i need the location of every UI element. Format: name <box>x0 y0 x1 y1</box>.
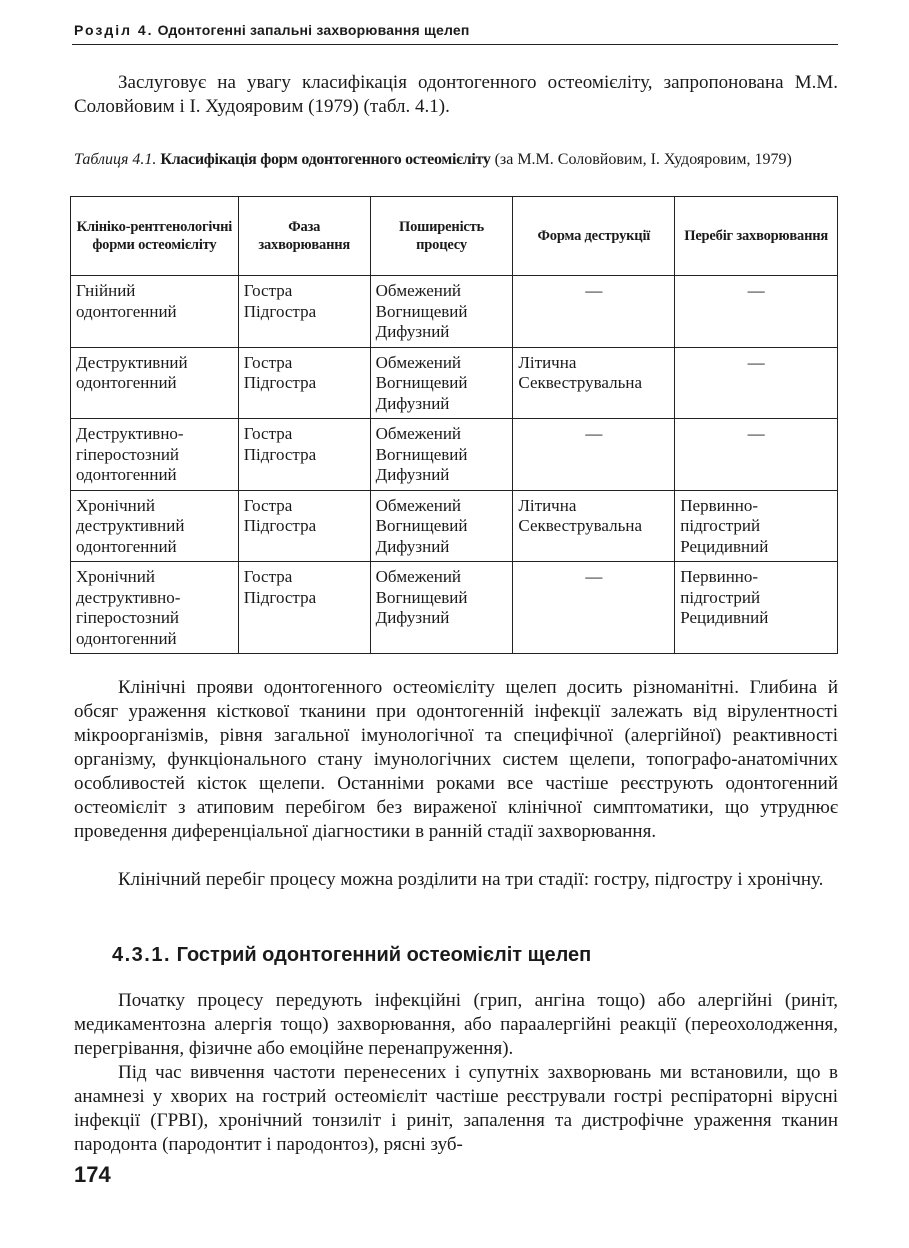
table-header-row <box>71 197 838 276</box>
cell-form: Хронічний деструктивний одонтогенний <box>71 490 239 562</box>
cell-destruction <box>513 490 675 562</box>
destruction-value: — <box>585 567 603 586</box>
cell-phase <box>238 347 370 419</box>
cell-extent <box>370 490 513 562</box>
course-value: — <box>747 281 765 300</box>
cell-phase <box>238 562 370 654</box>
extent-value: Обмежений <box>375 424 462 443</box>
body-paragraph: Початку процесу передують інфекційні (грип, ангіна тощо) або алергійні (риніт, медикаментозна алергія тощо) захворювання, або параалергійні реакції (переохолодження, перегрівання, фізичне або емоційне перенапруження). <box>74 990 838 1059</box>
extent-value: Вогнищевий <box>375 301 468 321</box>
phase-value: Підгостра <box>243 444 317 464</box>
phase-value: Гостра <box>243 281 293 300</box>
cell-destruction <box>513 419 675 491</box>
extent-value: Дифузний <box>375 536 450 556</box>
subsection-heading <box>112 944 591 967</box>
destruction-value: Літична <box>518 352 577 372</box>
extent-value: Обмежений <box>375 495 462 515</box>
extent-value: Вогнищевий <box>375 444 468 464</box>
extent-value: Обмежений <box>375 281 462 300</box>
body-paragraph: Клінічний перебіг процесу можна розділити на три стадії: гостру, підгостру і хронічну. <box>118 869 824 890</box>
destruction-value: — <box>585 281 603 300</box>
cell-phase <box>238 276 370 348</box>
cell-destruction <box>513 276 675 348</box>
course-value: — <box>747 352 765 372</box>
page-number: 174 <box>74 1162 111 1187</box>
course-value: Первинно-підгострий <box>680 495 761 535</box>
destruction-value: Секвеструвальна <box>518 516 642 535</box>
intro-paragraph: Заслуговує на увагу класифікація одонтогенного остеомієліту, запропонована М.М. Соловйовим і І. Худояровим (1979) (табл. 4.1). <box>74 72 838 117</box>
phase-value: Гостра <box>243 567 293 586</box>
header-phase: Фаза захворювання <box>238 197 370 276</box>
course-value: Первинно-підгострий <box>680 567 761 607</box>
running-head-section: Розділ 4. <box>74 22 154 38</box>
cell-phase <box>238 419 370 491</box>
running-head-title: Одонтогенні запальні захворювання щелеп <box>157 22 470 38</box>
subsection-title: Гострий одонтогенний остеомієліт щелеп <box>176 944 592 966</box>
cell-phase <box>238 490 370 562</box>
cell-extent <box>370 562 513 654</box>
table-row <box>71 347 838 419</box>
extent-value: Вогнищевий <box>375 516 468 535</box>
table-caption-label: Таблиця 4.1. <box>74 151 157 168</box>
cell-course <box>675 419 838 491</box>
cell-extent <box>370 347 513 419</box>
header-form: Клініко-рентгенологічні форми остеомієліту <box>71 197 239 276</box>
header-destruction: Форма деструкції <box>513 197 675 276</box>
extent-value: Обмежений <box>375 567 462 586</box>
destruction-value: — <box>585 424 603 443</box>
extent-value: Вогнищевий <box>375 587 468 607</box>
phase-value: Гостра <box>243 352 293 372</box>
phase-value: Підгостра <box>243 301 317 321</box>
cell-destruction <box>513 562 675 654</box>
cell-extent <box>370 419 513 491</box>
running-head <box>74 22 838 38</box>
cell-course <box>675 490 838 562</box>
table-row <box>71 276 838 348</box>
table-row <box>71 562 838 654</box>
body-paragraph: Клінічні прояви одонтогенного остеомієліту щелеп досить різноманітні. Глибина й обсяг ураження кісткової тканини при одонтогенній інфекції залежать від вірулентності мікроорганізмів, рівня загальної імунологічної та специфічної (алергійної) реактивності організму, функціонального стану імунологічних систем щелепи, топографо-анатомічних особливостей кісток щелепи. Останніми роками все частіше реєструють одонтогенний остеомієліт з атиповим перебігом без вираженої клінічної симптоматики, що утруднює проведення диференціальної діагностики в ранній стадії захворювання. <box>74 677 838 842</box>
cell-course <box>675 562 838 654</box>
extent-value: Дифузний <box>375 322 450 341</box>
extent-value: Дифузний <box>375 465 450 484</box>
course-value: Рецидивний <box>680 608 769 627</box>
course-value: Рецидивний <box>680 536 769 556</box>
cell-course <box>675 276 838 348</box>
cell-form: Деструктивний одонтогенний <box>71 347 239 419</box>
cell-form: Гнійний одонтогенний <box>71 276 239 348</box>
cell-form: Хронічний деструктивно-гіперостозний одонтогенний <box>71 562 239 654</box>
header-course: Перебіг захворювання <box>675 197 838 276</box>
cell-destruction <box>513 347 675 419</box>
phase-value: Підгостра <box>243 373 317 392</box>
cell-form: Деструктивно-гіперостозний одонтогенний <box>71 419 239 491</box>
table-caption-title: Класифікація форм одонтогенного остеомієліту <box>160 151 491 168</box>
table-caption <box>74 150 838 170</box>
cell-extent <box>370 276 513 348</box>
phase-value: Гостра <box>243 424 293 443</box>
subsection-number: 4.3.1. <box>112 944 172 966</box>
table-row <box>71 490 838 562</box>
destruction-value: Секвеструвальна <box>518 373 642 392</box>
phase-value: Підгостра <box>243 516 317 535</box>
header-extent: Поширеність процесу <box>370 197 513 276</box>
course-value: — <box>747 424 765 443</box>
table-row <box>71 419 838 491</box>
header-rule <box>72 44 838 45</box>
phase-value: Підгостра <box>243 587 317 607</box>
extent-value: Дифузний <box>375 608 450 627</box>
body-paragraph: Під час вивчення частоти перенесених і супутніх захворювань ми встановили, що в анамнезі у хворих на гострий остеомієліт частіше реєстрували гострі респіраторні вірусні інфекції (ГРВІ), хронічний тонзиліт і риніт, запалення та дистрофічне ураження тканин пародонта (пародонтит і пародонтоз), рясні зуб- <box>74 1062 838 1155</box>
destruction-value: Літична <box>518 495 577 515</box>
classification-table <box>70 196 838 654</box>
extent-value: Обмежений <box>375 352 462 372</box>
table-caption-source: (за М.М. Соловйовим, І. Худояровим, 1979) <box>494 151 792 168</box>
phase-value: Гостра <box>243 495 293 515</box>
extent-value: Вогнищевий <box>375 373 468 392</box>
extent-value: Дифузний <box>375 393 450 413</box>
cell-course <box>675 347 838 419</box>
